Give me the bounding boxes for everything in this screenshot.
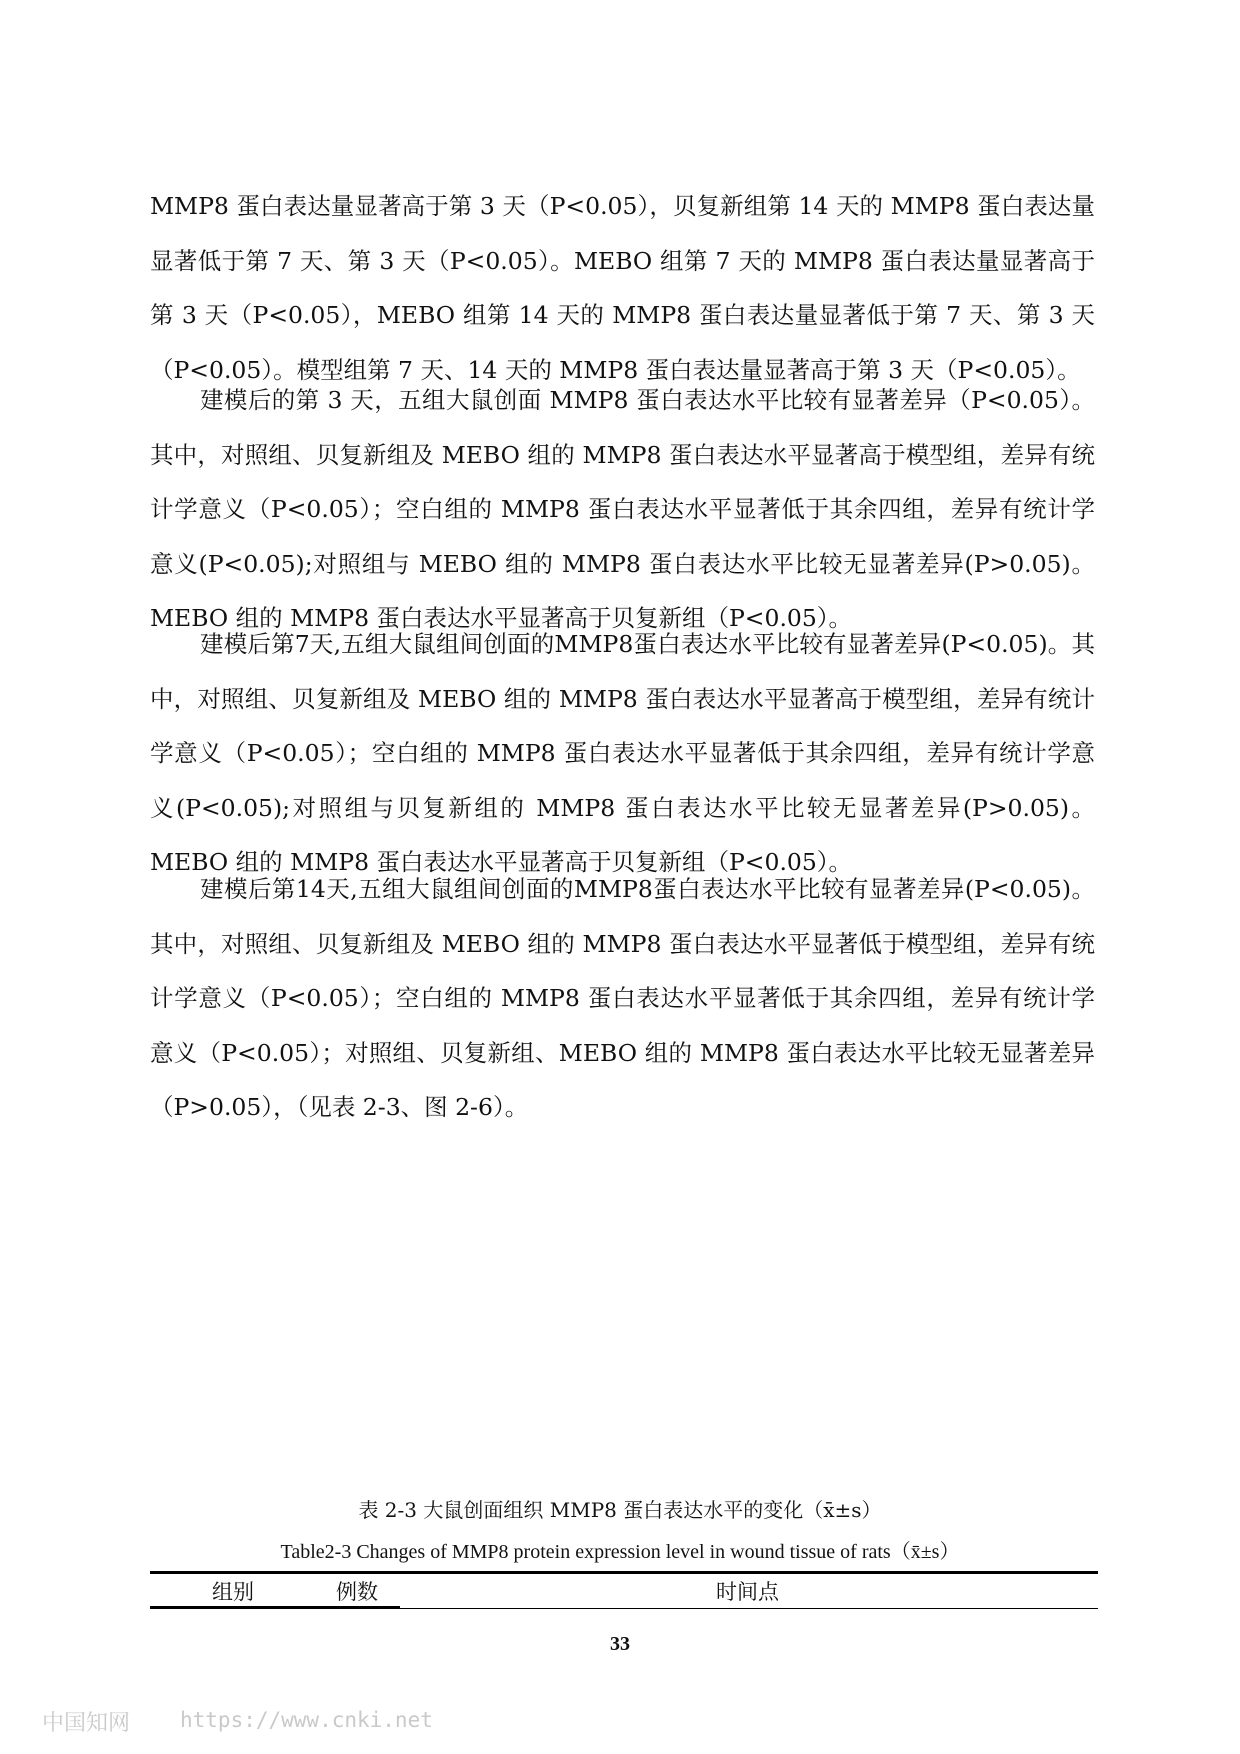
table-caption-zh: 表 2-3 大鼠创面组织 MMP8 蛋白表达水平的变化（x̄±s） bbox=[358, 1498, 882, 1522]
body-paragraph-4: 建模后第14天,五组大鼠组间创面的MMP8蛋白表达水平比较有显著差异(P<0.05)。其中，对照组、贝复新组及 MEBO 组的 MMP8 蛋白表达水平显著低于模型组，差异有统计学意义（P<0.05）；空白组的 MMP8 蛋白表达水平显著低于其余四组，差异有统计学意义（P<0.05）；对照组、贝复新组、MEBO 组的 MMP8 蛋白表达水平比较无显著差异（P>0.05），（见表 2-3、图 2-6）。 bbox=[150, 875, 1095, 1121]
watermark-url: https://www.cnki.net bbox=[180, 1708, 433, 1732]
table-header-subrule bbox=[150, 1606, 400, 1609]
table-top-rule bbox=[150, 1571, 1098, 1574]
table-header-timepoint: 时间点 bbox=[716, 1580, 779, 1604]
page-number: 33 bbox=[610, 1633, 630, 1655]
watermark-site-name: 中国知网 bbox=[42, 1711, 131, 1736]
body-paragraph-2: 建模后的第 3 天，五组大鼠创面 MMP8 蛋白表达水平比较有显著差异（P<0.05）。其中，对照组、贝复新组及 MEBO 组的 MMP8 蛋白表达水平显著高于模型组，差异有统计学意义（P<0.05）；空白组的 MMP8 蛋白表达水平显著低于其余四组，差异有统计学意义(P<0.05);对照组与 MEBO 组的 MMP8 蛋白表达水平比较无显著差异(P>0.05)。MEBO 组的 MMP8 蛋白表达水平显著高于贝复新组（P<0.05）。 bbox=[150, 386, 1095, 632]
table-header-count: 例数 bbox=[336, 1580, 378, 1604]
table-header-group: 组别 bbox=[212, 1580, 254, 1604]
body-paragraph-3: 建模后第7天,五组大鼠组间创面的MMP8蛋白表达水平比较有显著差异(P<0.05)。其中，对照组、贝复新组及 MEBO 组的 MMP8 蛋白表达水平显著高于模型组，差异有统计学意义（P<0.05）；空白组的 MMP8 蛋白表达水平显著低于其余四组，差异有统计学意义(P<0.05);对照组与贝复新组的 MMP8 蛋白表达水平比较无显著差异(P>0.05)。MEBO 组的 MMP8 蛋白表达水平显著高于贝复新组（P<0.05）。 bbox=[150, 630, 1095, 876]
body-paragraph-1: MMP8 蛋白表达量显著高于第 3 天（P<0.05），贝复新组第 14 天的 MMP8 蛋白表达量显著低于第 7 天、第 3 天（P<0.05）。MEBO 组第 7 天的 MMP8 蛋白表达量显著高于第 3 天（P<0.05），MEBO 组第 14 天的 MMP8 蛋白表达量显著低于第 7 天、第 3 天（P<0.05）。模型组第 7 天、14 天的 MMP8 蛋白表达量显著高于第 3 天（P<0.05）。 bbox=[150, 192, 1095, 384]
table-caption-en: Table2-3 Changes of MMP8 protein expression level in wound tissue of rats（x̄±s） bbox=[280, 1541, 960, 1563]
